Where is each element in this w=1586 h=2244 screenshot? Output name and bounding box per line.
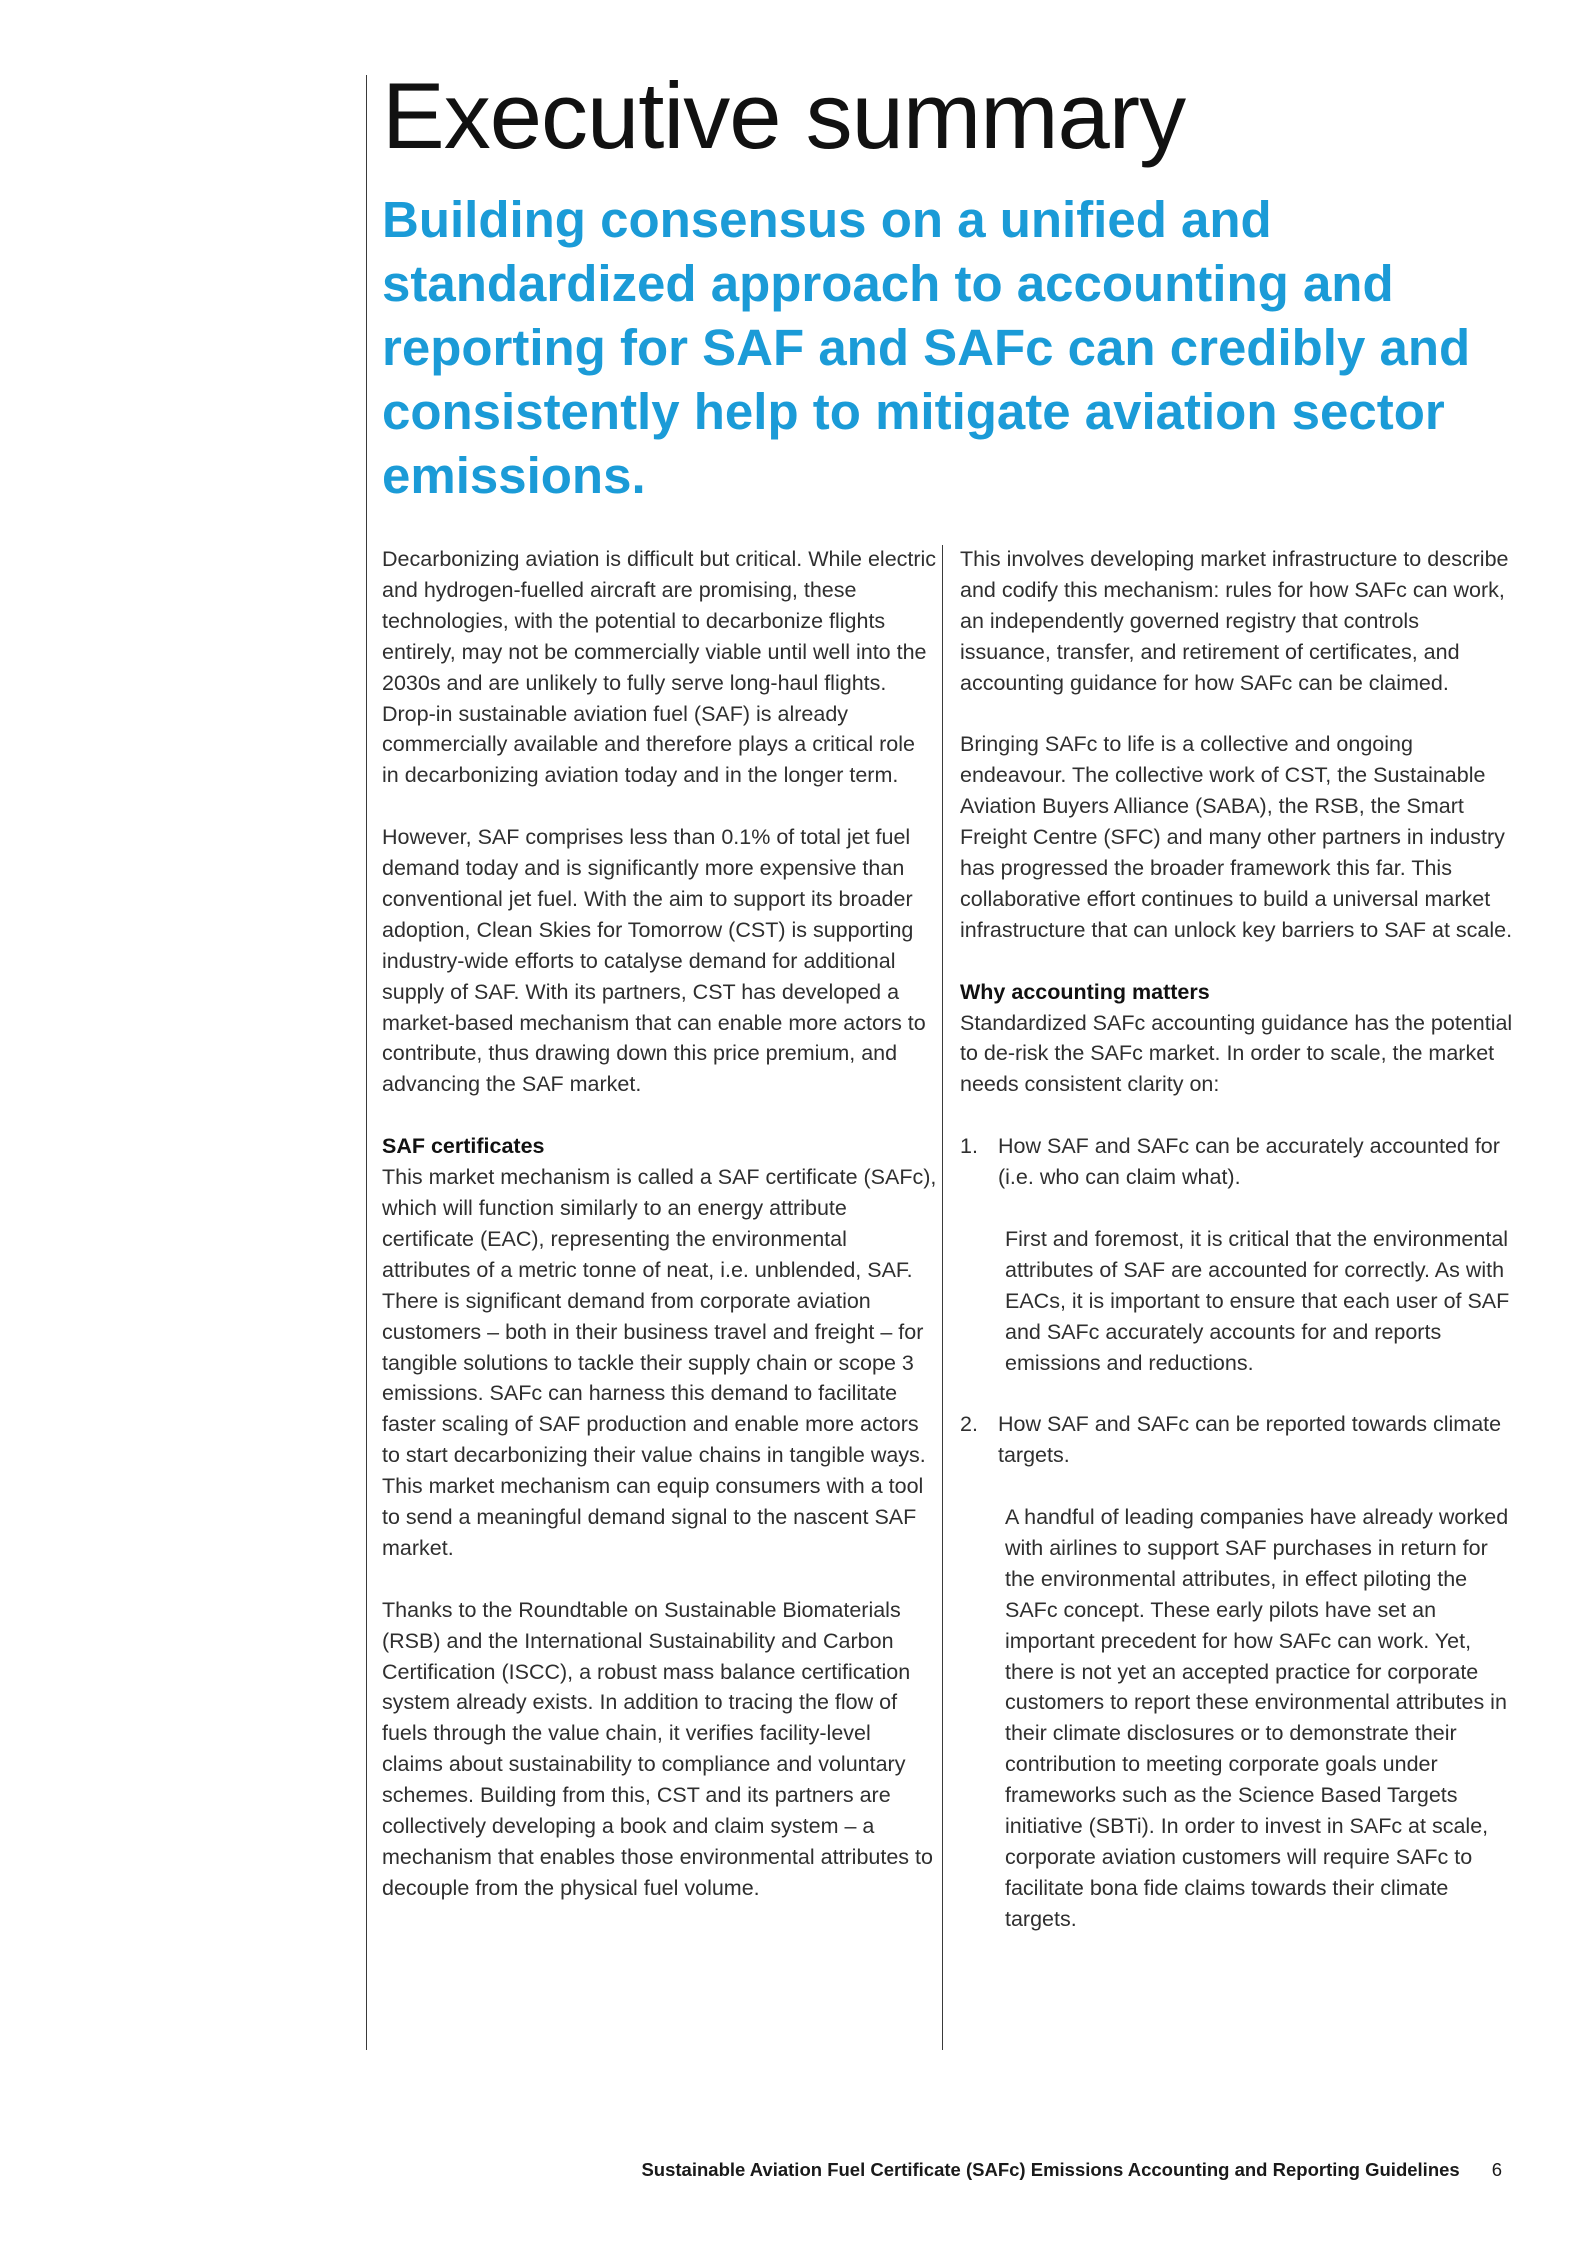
paragraph-market-mechanism: This market mechanism is called a SAF certificate (SAFc), which will function similarly to an energy attribute certificate (EAC), representing the environmental attributes of a metric tonne of neat, i.e. unblended, SAF. There is significant demand from corporate aviation customers – both in their business travel and freight – for tangible solutions to tackle their supply chain or scope 3 emissions. SAFc can harness this demand to facilitate faster scaling of SAF production and enable more actors to start decarbonizing their value chains in tangible ways. This market mechanism can equip consumers with a tool to send a meaningful demand signal to the nascent SAF market.	[382, 1165, 937, 1560]
list-item-text: How SAF and SAFc can be reported towards climate targets.	[998, 1412, 1502, 1468]
right-column	[960, 544, 1515, 1966]
page-margin-rule	[366, 75, 367, 2050]
list-item	[960, 1409, 1515, 1471]
footer-document-title: Sustainable Aviation Fuel Certificate (SAFc) Emissions Accounting and Reporting Guidelines	[641, 2159, 1460, 2180]
column-divider	[942, 545, 943, 2050]
heading-why-accounting-matters: Why accounting matters	[960, 979, 1210, 1004]
heading-saf-certificates: SAF certificates	[382, 1134, 545, 1159]
list-item-detail: First and foremost, it is critical that the environmental attributes of SAF are accounted for correctly. As with EACs, it is important to ensure that each user of SAF and SAFc accurately accounts for and reports emissions and reductions.	[1005, 1226, 1510, 1375]
page-title: Executive summary	[382, 63, 1186, 168]
list-item-detail: A handful of leading companies have already worked with airlines to support SAF purchases in return for the environmental attributes, in effect piloting the SAFc concept. These early pilots have set an important precedent for how SAFc can work. Yet, there is not yet an accepted practice for corporate customers to report these environmental attributes in their climate disclosures or to demonstrate their contribution to meeting corporate goals under frameworks such as the Science Based Targets initiative (SBTi). In order to invest in SAFc at scale, corporate aviation customers will require SAFc to facilitate bona fide claims towards their climate targets.	[1005, 1505, 1509, 1931]
page-subtitle: Building consensus on a unified and standardized approach to accounting and reporting for SAF and SAFc can credibly and consistently help to mitigate aviation sector emissions.	[382, 191, 1471, 504]
list-item	[960, 1131, 1515, 1193]
paragraph-intro: Decarbonizing aviation is difficult but critical. While electric and hydrogen-fuelled aircraft are promising, these technologies, with the potential to decarbonize flights entirely, may not be commercially viable until well into the 2030s and are unlikely to fully serve long-haul flights. Drop-in sustainable aviation fuel (SAF) is already commercially available and therefore plays a critical role in decarbonizing aviation today and in the longer term.	[382, 547, 937, 788]
page-footer	[0, 2158, 1502, 2182]
paragraph-market-infrastructure: This involves developing market infrastructure to describe and codify this mechanism: rules for how SAFc can work, an independently governed registry that controls issuance, transfer, and retirement of certificates, and accounting guidance for how SAFc can be claimed.	[960, 547, 1509, 695]
list-number: 2.	[960, 1412, 978, 1437]
left-column	[382, 544, 937, 1935]
paragraph-saf-demand: However, SAF comprises less than 0.1% of total jet fuel demand today and is significantly more expensive than conventional jet fuel. With the aim to support its broader adoption, Clean Skies for Tomorrow (CST) is supporting industry-wide efforts to catalyse demand for additional supply of SAF. With its partners, CST has developed a market-based mechanism that can enable more actors to contribute, thus drawing down this price premium, and advancing the SAF market.	[382, 825, 926, 1097]
list-number: 1.	[960, 1134, 978, 1159]
paragraph-accounting-guidance: Standardized SAFc accounting guidance has the potential to de-risk the SAFc market. In order to scale, the market needs consistent clarity on:	[960, 1010, 1513, 1097]
page-number: 6	[1491, 2159, 1502, 2180]
paragraph-collective-effort: Bringing SAFc to life is a collective and ongoing endeavour. The collective work of CST, the Sustainable Aviation Buyers Alliance (SABA), the RSB, the Smart Freight Centre (SFC) and many other partners in industry has progressed the broader framework this far. This collaborative effort continues to build a universal market infrastructure that can unlock key barriers to SAF at scale.	[960, 732, 1513, 942]
paragraph-book-and-claim: Thanks to the Roundtable on Sustainable Biomaterials (RSB) and the International Sustainability and Carbon Certification (ISCC), a robust mass balance certification system already exists. In addition to tracing the flow of fuels through the value chain, it verifies facility-level claims about sustainability to compliance and voluntary schemes. Building from this, CST and its partners are collectively developing a book and claim system – a mechanism that enables those environmental attributes to decouple from the physical fuel volume.	[382, 1597, 933, 1900]
list-item-text: How SAF and SAFc can be accurately accounted for (i.e. who can claim what).	[998, 1134, 1500, 1190]
